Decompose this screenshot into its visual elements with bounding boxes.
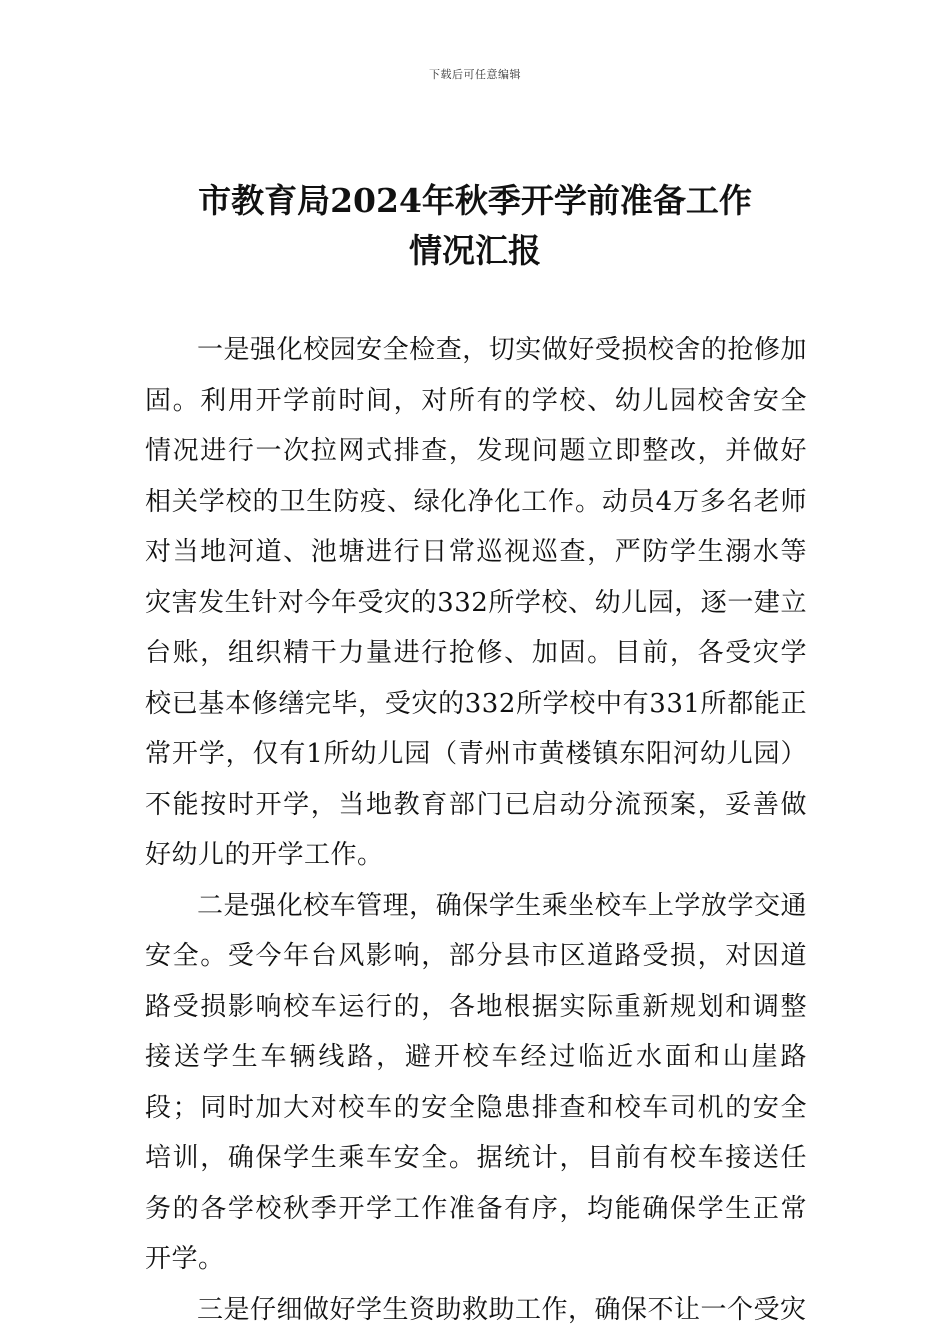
document-title-line-2: 情况汇报 (409, 231, 541, 270)
header-note: 下载后可任意编辑 (429, 68, 521, 81)
document-title (140, 176, 810, 276)
document-title-line-1: 市教育局2024年秋季开学前准备工作 (198, 181, 752, 220)
document-body (145, 325, 807, 1335)
paragraph-2: 二是强化校车管理，确保学生乘坐校车上学放学交通安全。受今年台风影响，部分县市区道路受损，对因道路受损影响校车运行的，各地根据实际重新规划和调整接送学生车辆线路，避开校车经过临近水面和山崖路段；同时加大对校车的安全隐患排查和校车司机的安全培训，确保学生乘车安全。据统计，目前有校车接送任务的各学校秋季开学工作准备有序，均能确保学生正常开学。 (145, 890, 807, 1274)
paragraph-1: 一是强化校园安全检查，切实做好受损校舍的抢修加固。利用开学前时间，对所有的学校、幼儿园校舍安全情况进行一次拉网式排查，发现问题立即整改，并做好相关学校的卫生防疫、绿化净化工作。动员4万多名老师对当地河道、池塘进行日常巡视巡查，严防学生溺水等灾害发生针对今年受灾的332所学校、幼儿园，逐一建立台账，组织精干力量进行抢修、加固。目前，各受灾学校已基本修缮完毕，受灾的332所学校中有331所都能正常开学，仅有1所幼儿园（青州市黄楼镇东阳河幼儿园）不能按时开学，当地教育部门已启动分流预案，妥善做好幼儿的开学工作。 (145, 335, 807, 870)
paragraph-3: 三是仔细做好学生资助救助工作，确保不让一个受灾 (197, 1294, 807, 1325)
